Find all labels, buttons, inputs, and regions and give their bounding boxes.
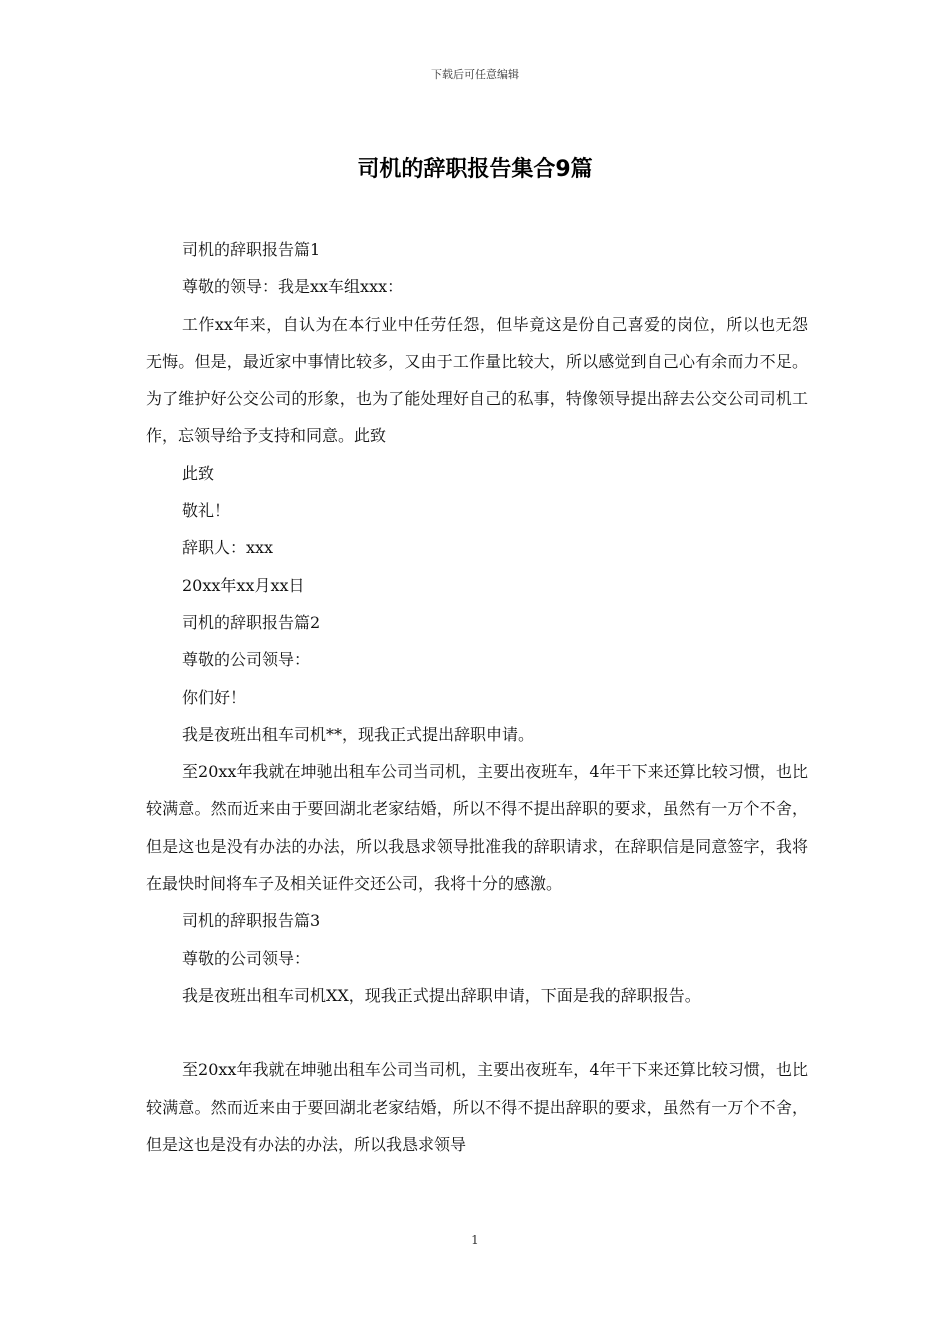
date-line: 20xx年xx月xx日 xyxy=(182,575,305,595)
page-header: 下载后可任意编辑 xyxy=(431,68,519,81)
document-title: 司机的辞职报告集合9篇 xyxy=(357,157,593,182)
closing-line: 此致 xyxy=(182,463,215,483)
body-paragraph: 工作xx年来，自认为在本行业中任劳任怨，但毕竟这是份自己喜爱的岗位，所以也无怨无悔。但是，最近家中事情比较多，又由于工作量比较大，所以感觉到自己心有余而力不足。为了维护好公交公司的形象，也为了能处理好自己的私事，特像领导提出辞去公交公司司机工作，忘领导给予支持和同意。此致 xyxy=(146,314,808,446)
section-heading: 司机的辞职报告篇3 xyxy=(182,911,321,931)
section-heading: 司机的辞职报告篇2 xyxy=(182,612,321,632)
body-paragraph: 至20xx年我就在坤驰出租车公司当司机，主要出夜班车，4年干下来还算比较习惯，也比较满意。然而近来由于要回湖北老家结婚，所以不得不提出辞职的要求，虽然有一万个不舍，但是这也是没有办法的办法，所以我恳求领导 xyxy=(146,1060,808,1154)
salutation: 尊敬的公司领导： xyxy=(182,948,311,968)
paragraph-spacer xyxy=(146,1014,808,1051)
document-body xyxy=(146,231,808,1163)
salutation: 尊敬的公司领导： xyxy=(182,650,311,670)
greeting: 你们好！ xyxy=(182,687,247,707)
section-heading: 司机的辞职报告篇1 xyxy=(182,240,321,259)
signature-line: 辞职人：xxx xyxy=(182,538,274,558)
salutation: 尊敬的领导：我是xx车组xxx： xyxy=(182,277,404,297)
closing-regards: 敬礼！ xyxy=(182,501,231,521)
body-paragraph: 我是夜班出租车司机XX，现我正式提出辞职申请，下面是我的辞职报告。 xyxy=(182,985,701,1005)
body-paragraph: 至20xx年我就在坤驰出租车公司当司机，主要出夜班车，4年干下来还算比较习惯，也比较满意。然而近来由于要回湖北老家结婚，所以不得不提出辞职的要求，虽然有一万个不舍，但是这也是没有办法的办法，所以我恳求领导批准我的辞职请求，在辞职信是同意签字，我将在最快时间将车子及相关证件交还公司，我将十分的感激。 xyxy=(146,762,808,894)
body-paragraph: 我是夜班出租车司机**，现我正式提出辞职申请。 xyxy=(182,724,535,744)
page-number: 1 xyxy=(471,1233,479,1247)
